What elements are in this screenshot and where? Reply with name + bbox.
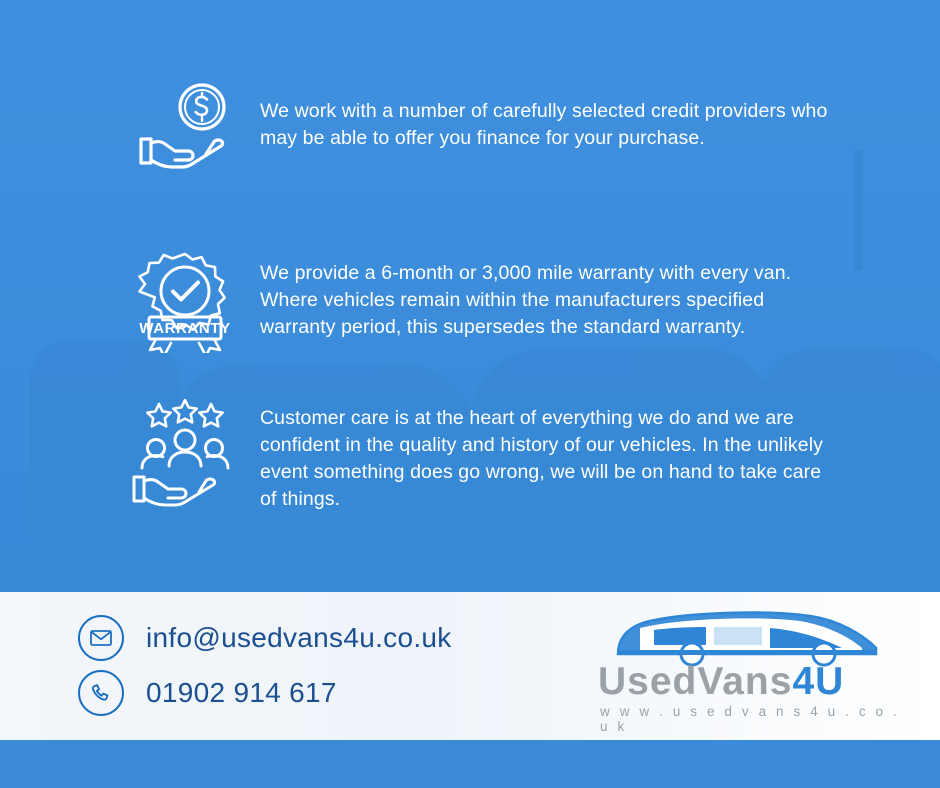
bottom-strip	[0, 740, 940, 788]
company-logo[interactable]	[598, 608, 900, 734]
feature-finance	[110, 82, 830, 172]
feature-customer-care-text: Customer care is at the heart of everything we do and we are confident in the quality and history of our vehicles. In the unlikely event something does go wrong, we will be on hand to take care of things.	[260, 407, 823, 510]
feature-warranty-text: We provide a 6-month or 3,000 mile warranty with every van. Where vehicles remain within the manufacturers specified warranty period, this supersedes the standard warranty.	[260, 262, 792, 338]
logo-wordmark	[598, 660, 898, 704]
logo-word-part-1: UsedVans	[598, 660, 793, 703]
footer-contact-bar	[0, 592, 940, 740]
warranty-badge-icon	[110, 248, 260, 353]
contact-phone-text: 01902 914 617	[146, 677, 337, 708]
logo-word-part-2: 4U	[792, 660, 845, 703]
feature-customer-care	[110, 398, 830, 513]
contact-email[interactable]	[78, 615, 452, 661]
feature-warranty	[110, 248, 830, 353]
envelope-icon	[78, 615, 124, 661]
phone-icon	[78, 670, 124, 716]
svg-text:WARRANTY: WARRANTY	[139, 320, 231, 337]
hand-holding-coin-icon	[110, 82, 260, 172]
logo-website: w w w . u s e d v a n s 4 u . c o . u k	[600, 704, 900, 734]
feature-finance-text: We work with a number of carefully selected credit providers who may be able to offer you finance for your purchase.	[260, 100, 828, 149]
background-pole	[855, 150, 862, 270]
background-vehicle-photo	[0, 150, 940, 600]
hand-holding-customers-stars-icon	[110, 398, 260, 513]
contact-phone[interactable]	[78, 670, 337, 716]
contact-email-text: info@usedvans4u.co.uk	[146, 622, 452, 653]
